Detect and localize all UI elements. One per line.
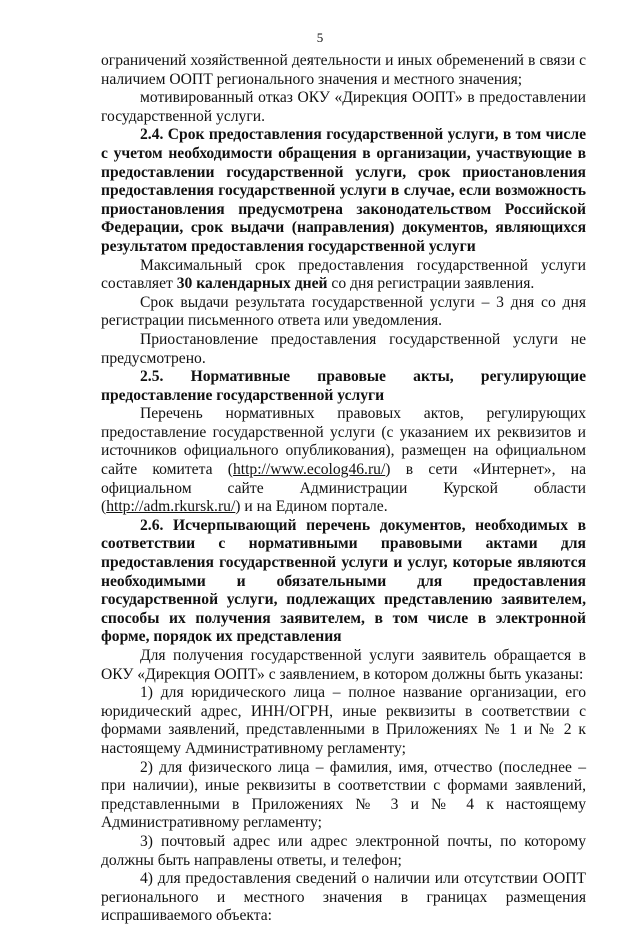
heading-2-5: 2.5. Нормативные правовые акты, регулирующие предоставление государственной услуги <box>101 368 586 404</box>
max-term-days: 30 календарных дней <box>176 275 328 293</box>
document-body <box>101 52 586 926</box>
list-item-oopt-info: 4) для предоставления сведений о наличии или отсутствии ООПТ регионального и местного значения в границах размещения испрашиваемого объекта: <box>101 870 586 925</box>
list-item-legal-entity: 1) для юридического лица – полное название организации, его юридический адрес, ИНН/ОГРН, иные реквизиты в соответствии с формами заявлений, представленными в Приложениях № 1 и № 2 к настоящему Административному регламенту; <box>101 684 586 757</box>
paragraph-legal-acts <box>101 405 586 517</box>
max-term-text-before: Максимальный срок предоставления государственной услуги составляет <box>101 256 586 293</box>
list-item-individual: 2) для физического лица – фамилия, имя, отчество (последнее – при наличии), иные реквизиты в соответствии с формами заявлений, представленными в Приложениях № 3 и № 4 к настоящему Административному регламенту; <box>101 758 586 832</box>
max-term-text-after: со дня регистрации заявления. <box>327 275 535 293</box>
legal-acts-text-after: ) и на Едином портале. <box>235 498 388 516</box>
list-item-address: 3) почтовый адрес или адрес электронной почты, по которому должны быть направлены ответы, и телефон; <box>101 832 586 869</box>
legal-acts-text-before: Перечень нормативных правовых актов, регулирующих предоставление государственной услуги (с указанием их реквизитов и источников официального опубликования), размещен на официальном сайте комитета ( <box>101 405 586 479</box>
paragraph-restrictions: ограничений хозяйственной деятельности и иных обременений в связи с наличием ООПТ регионального значения и местного значения; <box>101 52 586 88</box>
paragraph-suspension: Приостановление предоставления государственной услуги не предусмотрено. <box>101 330 586 367</box>
heading-2-6: 2.6. Исчерпывающий перечень документов, необходимых в соответствии с нормативными правовыми актами для предоставления государственной услуги и услуг, которые являются необходимыми и обязательными для предоставления государственной услуги, подлежащих представлению заявителем, способы их получения заявителем, в том числе в электронной форме, порядок их представления <box>101 516 586 646</box>
adm-kursk-site-link[interactable]: http://adm.rkursk.ru/ <box>106 498 236 516</box>
paragraph-refusal: мотивированный отказ ОКУ «Дирекция ООПТ» в предоставлении государственной услуги. <box>101 89 586 125</box>
legal-acts-text-middle: ) в сети «Интернет», на официальном сайте Администрации Курской области ( <box>101 461 586 516</box>
paragraph-max-term <box>101 257 586 294</box>
page-number: 5 <box>316 30 324 45</box>
heading-2-4: 2.4. Срок предоставления государственной услуги, в том числе с учетом необходимости обращения в организации, участвующие в предоставлении государственной услуги, срок приостановления предоставления государственной услуги в случае, если возможность приостановления предусмотрена законодательством Российской Федерации, срок выдачи (направления) документов, являющихся результатом предоставления государственной услуги <box>101 126 586 255</box>
ecolog-site-link[interactable]: http://www.ecolog46.ru/ <box>232 461 386 479</box>
paragraph-application: Для получения государственной услуги заявитель обращается в ОКУ «Дирекция ООПТ» с заявлением, в котором должны быть указаны: <box>101 647 586 683</box>
paragraph-result-term: Срок выдачи результата государственной услуги – 3 дня со дня регистрации письменного ответа или уведомления. <box>101 293 586 330</box>
